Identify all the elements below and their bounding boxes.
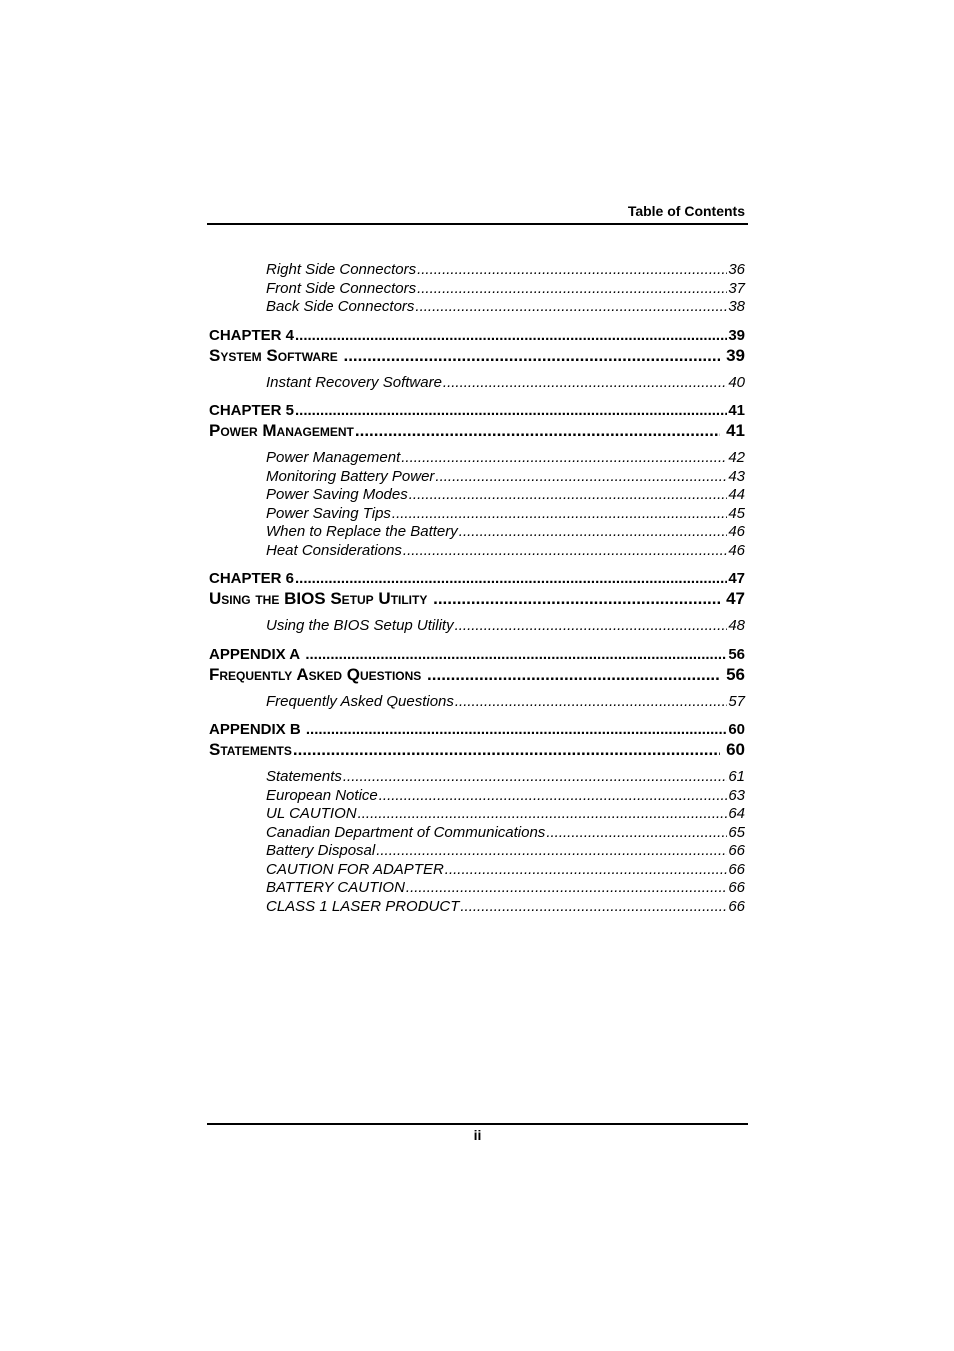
toc-entry-page: 57: [728, 692, 745, 710]
toc-entry[interactable]: [209, 824, 745, 843]
leader-dots: [455, 617, 728, 636]
toc-entry[interactable]: [209, 898, 745, 917]
chapter-title-page: 39: [726, 345, 745, 365]
toc-entry-page: 46: [728, 541, 745, 559]
chapter-label: APPENDIX A: [209, 645, 301, 663]
toc-entry-label: Right Side Connectors: [266, 261, 417, 278]
leader-dots: [403, 542, 727, 561]
leader-dots: [445, 861, 728, 880]
toc-entry-label: Power Management: [266, 449, 401, 466]
toc-entry[interactable]: [209, 449, 745, 468]
chapter-page: 60: [728, 721, 745, 738]
toc-entry-page: 66: [728, 842, 745, 859]
leader-dots: [306, 720, 727, 740]
toc-entry[interactable]: [209, 693, 745, 712]
toc-entry-label: Power Saving Tips: [266, 504, 391, 522]
chapter-title: Frequently Asked Questions: [209, 664, 422, 684]
leader-dots: [417, 261, 727, 280]
table-of-contents: [209, 261, 745, 916]
toc-entry[interactable]: [209, 787, 745, 806]
chapter-page: 39: [728, 326, 745, 344]
toc-entry-page: 66: [728, 879, 745, 896]
toc-entry-label: Heat Considerations: [266, 541, 402, 559]
chapter-label: CHAPTER 4: [209, 326, 295, 344]
toc-chapter-title[interactable]: [209, 589, 745, 609]
leader-dots: [376, 842, 727, 861]
toc-entry-page: 45: [728, 504, 745, 522]
toc-entry-label: Statements: [266, 768, 342, 785]
leader-dots: [459, 523, 728, 542]
leader-dots: [409, 486, 728, 505]
leader-dots: [355, 421, 720, 441]
chapter-title: Power Management: [209, 421, 354, 440]
toc-entry-page: 63: [728, 786, 745, 804]
leader-dots: [295, 569, 727, 589]
chapter-page: 41: [728, 402, 745, 419]
chapter-label: APPENDIX B: [209, 721, 301, 738]
toc-entry-label: Instant Recovery Software: [266, 373, 442, 391]
toc-entry[interactable]: [209, 617, 745, 636]
chapter-title-page: 47: [726, 589, 745, 608]
header-rule: [207, 223, 748, 225]
chapter-title: System Software: [209, 345, 338, 365]
leader-dots: [415, 298, 727, 317]
toc-entry[interactable]: [209, 542, 745, 561]
leader-dots: [343, 346, 720, 366]
toc-entry-page: 36: [728, 261, 745, 278]
toc-entry-label: Power Saving Modes: [266, 486, 408, 503]
leader-dots: [343, 768, 727, 787]
leader-dots: [401, 449, 727, 468]
chapter-page: 56: [728, 645, 745, 663]
leader-dots: [460, 898, 727, 917]
toc-entry-label: European Notice: [266, 786, 378, 804]
toc-entry-label: CAUTION FOR ADAPTER: [266, 860, 444, 878]
chapter-label: CHAPTER 6: [209, 570, 295, 587]
leader-dots: [455, 693, 727, 712]
toc-chapter[interactable]: [209, 326, 745, 346]
toc-chapter[interactable]: [209, 720, 745, 740]
toc-entry[interactable]: [209, 280, 745, 299]
toc-chapter-title[interactable]: [209, 665, 745, 685]
toc-entry[interactable]: [209, 523, 745, 542]
chapter-page: 47: [728, 570, 745, 587]
toc-entry[interactable]: [209, 861, 745, 880]
leader-dots: [392, 505, 727, 524]
chapter-title-page: 60: [726, 740, 745, 759]
header-title: Table of Contents: [627, 203, 745, 219]
chapter-title-page: 41: [726, 421, 745, 440]
leader-dots: [417, 280, 727, 299]
toc-entry-label: Canadian Department of Communications: [266, 823, 546, 841]
toc-entry-label: Battery Disposal: [266, 842, 376, 859]
toc-entry[interactable]: [209, 505, 745, 524]
footer-rule: [207, 1123, 748, 1125]
leader-dots: [435, 468, 727, 487]
leader-dots: [433, 589, 720, 609]
leader-dots: [358, 805, 728, 824]
leader-dots: [295, 326, 727, 346]
toc-entry-page: 42: [728, 449, 745, 466]
toc-chapter-title[interactable]: [209, 346, 745, 366]
toc-entry-label: Frequently Asked Questions: [266, 692, 454, 710]
toc-entry[interactable]: [209, 298, 745, 317]
toc-entry-page: 66: [728, 897, 745, 915]
toc-entry-label: Front Side Connectors: [266, 279, 417, 297]
page-header: [208, 203, 748, 219]
toc-chapter-title[interactable]: [209, 421, 745, 441]
leader-dots: [379, 787, 728, 806]
toc-entry-page: 46: [728, 523, 745, 540]
leader-dots: [295, 401, 727, 421]
toc-entry[interactable]: [209, 374, 745, 393]
toc-entry-label: When to Replace the Battery: [266, 523, 458, 540]
toc-chapter-title[interactable]: [209, 740, 745, 760]
toc-entry-page: 61: [728, 768, 745, 785]
chapter-label: CHAPTER 5: [209, 402, 295, 419]
leader-dots: [406, 879, 727, 898]
chapter-title: Statements: [209, 740, 292, 759]
toc-entry-page: 44: [728, 486, 745, 503]
toc-entry-label: Back Side Connectors: [266, 298, 415, 315]
toc-chapter[interactable]: [209, 401, 745, 421]
toc-entry[interactable]: [209, 768, 745, 787]
leader-dots: [305, 645, 727, 665]
leader-dots: [427, 665, 720, 685]
toc-chapter[interactable]: [209, 569, 745, 589]
toc-entry[interactable]: [209, 805, 745, 824]
toc-entry-page: 43: [728, 467, 745, 485]
toc-chapter[interactable]: [209, 645, 745, 665]
leader-dots: [443, 374, 727, 393]
toc-entry-page: 40: [728, 373, 745, 391]
toc-entry-page: 65: [728, 823, 745, 841]
chapter-title: Using the BIOS Setup Utility: [209, 589, 428, 608]
toc-entry[interactable]: [209, 468, 745, 487]
toc-entry-page: 64: [728, 805, 745, 822]
toc-entry-page: 38: [728, 298, 745, 315]
toc-entry-label: CLASS 1 LASER PRODUCT: [266, 897, 460, 915]
toc-entry-label: BATTERY CAUTION: [266, 879, 405, 896]
toc-entry-label: UL CAUTION: [266, 805, 357, 822]
leader-dots: [546, 824, 727, 843]
toc-entry[interactable]: [209, 842, 745, 861]
leader-dots: [293, 740, 720, 760]
toc-entry-page: 37: [728, 279, 745, 297]
chapter-title-page: 56: [726, 664, 745, 684]
toc-entry[interactable]: [209, 486, 745, 505]
toc-entry[interactable]: [209, 879, 745, 898]
toc-entry-label: Using the BIOS Setup Utility: [266, 617, 454, 634]
toc-entry-label: Monitoring Battery Power: [266, 467, 435, 485]
toc-entry[interactable]: [209, 261, 745, 280]
toc-entry-page: 48: [728, 617, 745, 634]
page-number: ii: [473, 1127, 482, 1143]
toc-entry-page: 66: [728, 860, 745, 878]
